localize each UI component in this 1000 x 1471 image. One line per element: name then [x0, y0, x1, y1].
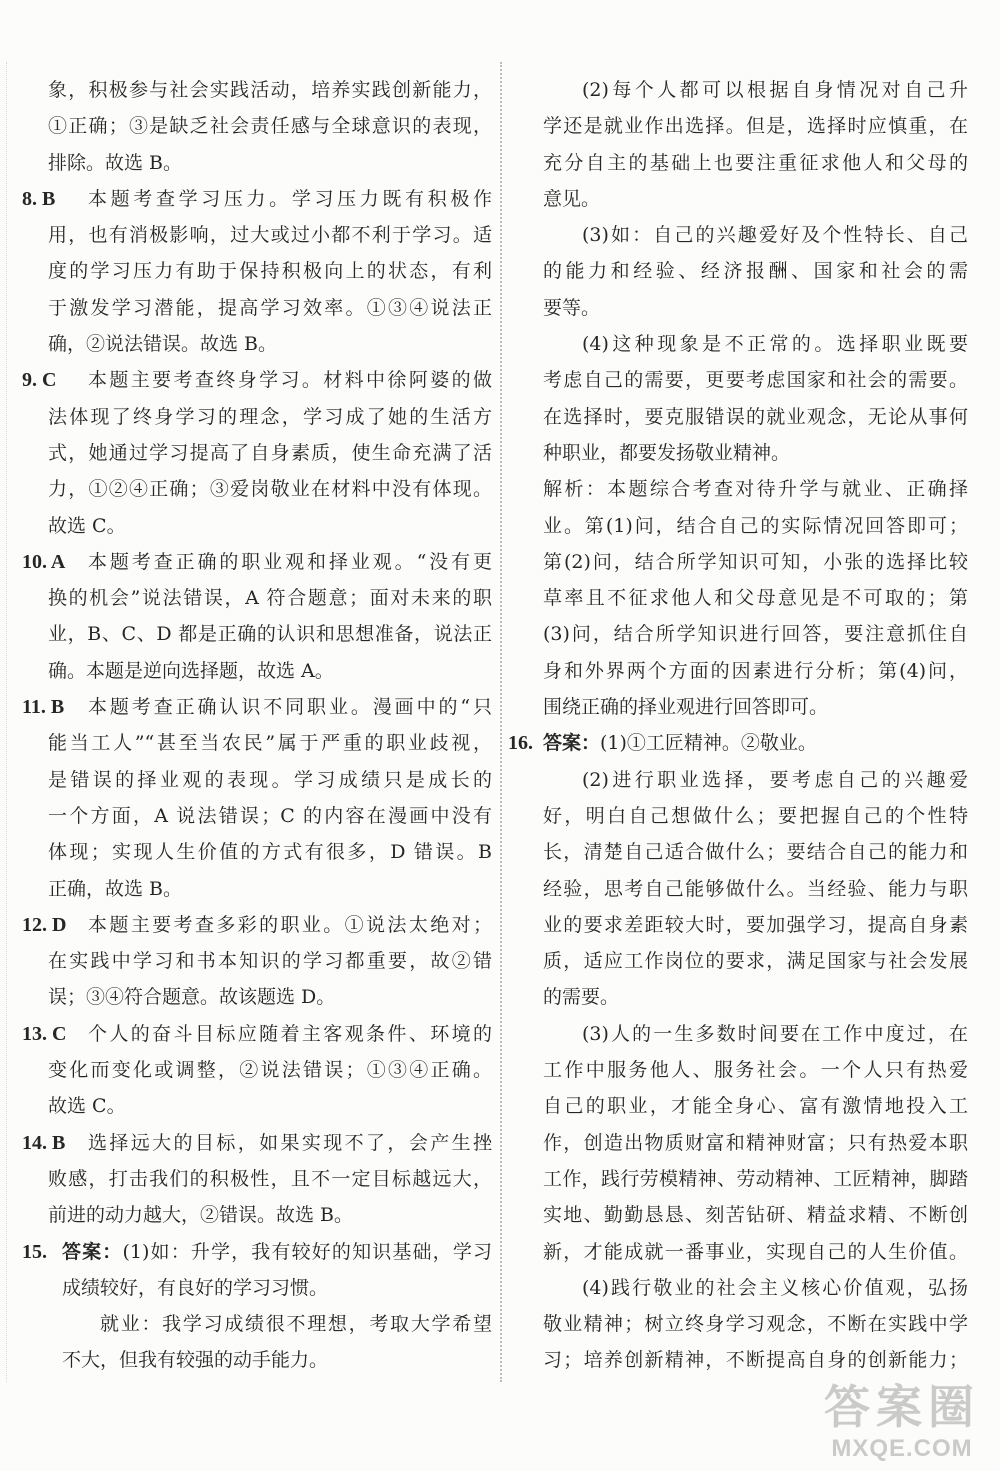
question-9-answer	[22, 362, 492, 543]
text-line: 第(2)问，结合所学知识可知，小张的选择比较	[543, 550, 968, 573]
text-line: 故选 C。	[48, 514, 126, 537]
text-line: 本题综合考查对待升学与就业、正确择	[607, 478, 968, 501]
text-line: 前进的动力越大，②错误。故选 B。	[48, 1204, 354, 1227]
text-line: 本题考查正确的职业观和择业观。“没有更	[88, 550, 492, 573]
text-line: 本题主要考查多彩的职业。①说法太绝对；	[88, 913, 492, 936]
text-line: 作，创造出物质财富和精神财富；只有热爱本职	[543, 1131, 968, 1154]
watermark-logo: 答案圈	[824, 1380, 980, 1434]
question-number: 12. D	[22, 913, 67, 936]
text-line: 确。本题是逆向选择题，故选 A。	[48, 659, 334, 682]
text-line: 败感，打击我们的积极性，且不一定目标越远大，	[48, 1167, 492, 1190]
question-15-part-4	[508, 326, 968, 471]
text-line: 本题主要考查终身学习。材料中徐阿婆的做	[88, 369, 492, 392]
question-7-answer-continued	[22, 72, 492, 181]
text-line: (4)践行敬业的社会主义核心价值观，弘扬	[582, 1276, 968, 1299]
question-14-answer	[22, 1125, 492, 1234]
text-line: 误；③④符合题意。故该题选 D。	[48, 986, 336, 1009]
question-number: 13. C	[22, 1022, 67, 1045]
text-line: 度的学习压力有助于保持积极向上的状态，有利	[48, 260, 492, 283]
text-line: 身和外界两个方面的因素进行分析；第(4)问，	[543, 659, 968, 682]
text-line: 用，也有消极影响，过大或过小都不利于学习。适	[48, 224, 492, 247]
text-line: 换的机会”说法错误，A 符合题意；面对未来的职	[48, 587, 492, 610]
text-line: 习；培养创新精神，不断提高自身的创新能力；	[543, 1349, 968, 1372]
text-line: 敬业精神；树立终身学习观念，不断在实践中学	[543, 1313, 968, 1336]
text-line: (1)①工匠精神。②敬业。	[600, 732, 817, 755]
text-line: 本题考查正确认识不同职业。漫画中的“只	[88, 696, 492, 719]
question-number: 15.	[22, 1240, 47, 1263]
watermark	[812, 1380, 992, 1466]
question-number: 16.	[508, 732, 533, 755]
right-column	[508, 72, 968, 1379]
question-16-answer	[508, 725, 968, 1378]
text-line: (4)这种现象是不正常的。选择职业既要	[582, 333, 968, 356]
text-line: (3)如：自己的兴趣爱好及个性特长、自己	[582, 224, 968, 247]
question-number: 10. A	[22, 550, 66, 573]
text-line: 新，才能成就一番事业，实现自己的人生价值。	[543, 1240, 968, 1263]
text-line: (3)问，结合所学知识进行回答，要注意抓住自	[543, 623, 968, 646]
text-line: 是错误的择业观的表现。学习成绩只是成长的	[48, 768, 492, 791]
text-line: 正确，故选 B。	[48, 877, 183, 900]
text-line: 业，B、C、D 都是正确的认识和思想准备，说法正	[48, 623, 492, 646]
question-11-answer	[22, 689, 492, 907]
text-line: 的能力和经验、经济报酬、国家和社会的需	[543, 260, 968, 283]
text-line: 故选 C。	[48, 1095, 126, 1118]
text-line: 充分自主的基础上也要注重征求他人和父母的	[543, 151, 968, 174]
text-line: 个人的奋斗目标应随着主客观条件、环境的	[88, 1022, 492, 1045]
question-11-first-line	[22, 689, 492, 725]
text-line: 变化而变化或调整，②说法错误；①③④正确。	[48, 1059, 492, 1082]
text-line: 种职业，都要发扬敬业精神。	[543, 441, 791, 464]
text-line: 于激发学习潜能，提高学习效率。①③④说法正	[48, 296, 492, 319]
question-12-first-line	[22, 907, 492, 943]
text-line: 的需要。	[543, 986, 620, 1009]
text-line: (3)人的一生多数时间要在工作中度过，在	[582, 1022, 968, 1045]
text-line: 能当工人”“甚至当农民”属于严重的职业歧视，	[48, 732, 492, 755]
text-line: 法体现了终身学习的理念，学习成了她的生活方	[48, 405, 492, 428]
text-line: 确，②说法错误。故选 B。	[48, 333, 278, 356]
text-line: 本题考查学习压力。学习压力既有积极作	[88, 187, 492, 210]
text-line: 就业：我学习成绩很不理想，考取大学希望	[100, 1313, 492, 1336]
question-15-analysis	[508, 471, 968, 725]
question-number: 11. B	[22, 696, 65, 719]
text-line: 选择远大的目标，如果实现不了，会产生挫	[88, 1131, 492, 1154]
text-line: 经验，思考自己能够做什么。当经验、能力与职	[543, 877, 968, 900]
page-edge-rule	[6, 62, 7, 1382]
text-line: 围绕正确的择业观进行回答即可。	[543, 696, 829, 719]
question-13-first-line	[22, 1016, 492, 1052]
text-line: 业。第(1)问，结合自己的实际情况回答即可；	[543, 514, 968, 537]
text-line: (2)每个人都可以根据自身情况对自己升	[582, 79, 968, 101]
text-line: 不大，但我有较强的动手能力。	[62, 1349, 329, 1372]
question-8-first-line	[22, 181, 492, 217]
analysis-label: 解析：	[543, 478, 608, 501]
text-line: 工作，践行劳模精神、劳动精神、工匠精神，脚踏	[543, 1167, 968, 1190]
watermark-site: MXQE.COM	[831, 1435, 973, 1462]
text-line: 业的要求差距较大时，要加强学习，提高自身素	[543, 913, 968, 936]
text-line: 长，清楚自己适合做什么；要结合自己的能力和	[543, 841, 968, 864]
question-15-part-3	[508, 217, 968, 326]
text-line: 工作中服务他人、服务社会。一个人只有热爱	[543, 1059, 968, 1082]
question-14-first-line	[22, 1125, 492, 1161]
text-line: 考虑自己的需要，更要考虑国家和社会的需要。	[543, 369, 968, 392]
question-number: 8. B	[22, 187, 56, 210]
text-line: (2)进行职业选择，要考虑自己的兴趣爱	[582, 768, 968, 791]
text-line: 在选择时，要克服错误的就业观念，无论从事何	[543, 405, 968, 428]
text-line: 意见。	[543, 187, 601, 210]
text-line: 象，积极参与社会实践活动，培养实践创新能力，	[48, 79, 492, 101]
text-line: 学还是就业作出选择。但是，选择时应慎重，在	[543, 115, 968, 138]
text-line: ①正确；③是缺乏社会责任感与全球意识的表现，	[48, 115, 492, 138]
question-15-first-line	[22, 1234, 492, 1270]
column-divider	[500, 62, 502, 1382]
text-line: 体现；实现人生价值的方式有很多，D 错误。B	[48, 841, 492, 864]
text-line: 式，她通过学习提高了自身素质，使生命充满了活	[48, 441, 492, 464]
text-line: 一个方面，A 说法错误；C 的内容在漫画中没有	[48, 804, 492, 827]
text-line: 排除。故选 B。	[48, 151, 183, 174]
text-line: 质，适应工作岗位的要求，满足国家与社会发展	[543, 950, 968, 973]
question-12-answer	[22, 907, 492, 1016]
answer-label: 答案：	[62, 1240, 123, 1263]
question-15-answer	[22, 1234, 492, 1379]
question-10-answer	[22, 544, 492, 689]
text-line: 在实践中学习和书本知识的学习都重要，故②错	[48, 950, 492, 973]
analysis-first-line	[508, 471, 968, 507]
text-line: (1)如：升学，我有较好的知识基础，学习	[122, 1240, 492, 1263]
question-10-first-line	[22, 544, 492, 580]
question-13-answer	[22, 1016, 492, 1125]
left-column	[22, 72, 492, 1379]
text-line: 要等。	[543, 296, 601, 319]
text-line: 好，明白自己想做什么；要把握自己的个性特	[543, 804, 968, 827]
question-15-part-2	[508, 72, 968, 217]
answer-label: 答案：	[543, 732, 601, 755]
text-line: 自己的职业，才能全身心、富有激情地投入工	[543, 1095, 968, 1118]
text-line: 实地、勤勤恳恳、刻苦钻研、精益求精、不断创	[543, 1204, 968, 1227]
question-16-first-line	[508, 725, 968, 761]
text-line: 成绩较好，有良好的学习习惯。	[62, 1276, 329, 1299]
question-8-answer	[22, 181, 492, 362]
question-9-first-line	[22, 362, 492, 398]
question-number: 9. C	[22, 369, 57, 392]
text-line: 草率且不征求他人和父母意见是不可取的；第	[543, 587, 968, 610]
question-number: 14. B	[22, 1131, 66, 1154]
text-line: 力，①②④正确；③爱岗敬业在材料中没有体现。	[48, 478, 492, 501]
